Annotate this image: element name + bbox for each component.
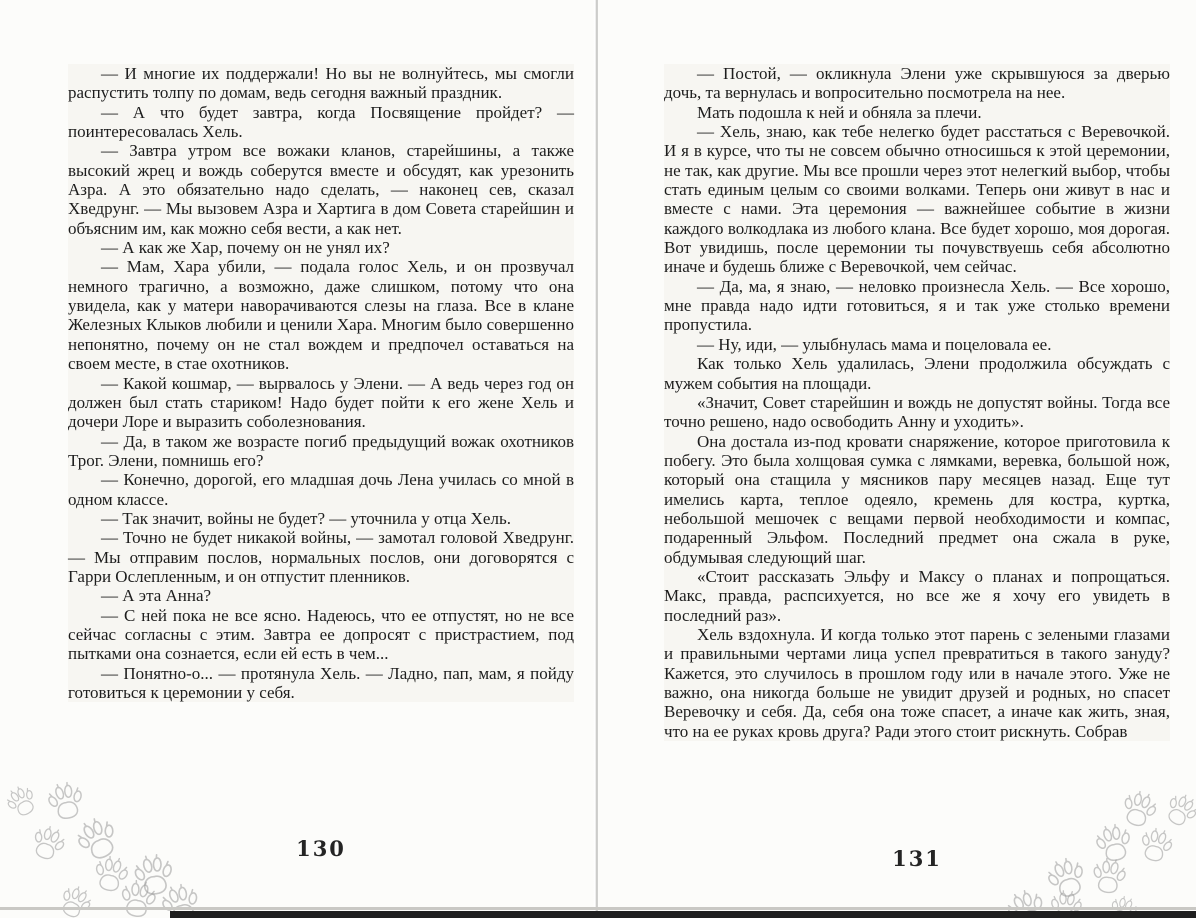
- paragraph: — Да, ма, я знаю, — неловко произнесла Хель. — Все хорошо, мне правда надо идти готовиться, я и так уже столько времени пропустила.: [664, 276, 1170, 335]
- paragraph: Как только Хель удалилась, Элени продолжила обсуждать с мужем события на площади.: [664, 354, 1170, 393]
- paragraph: Она достала из-под кровати снаряжение, которое приготовила к побегу. Это была холщовая сумка с лямками, веревка, большой нож, который она стащила у мясников пару месяцев назад. Еще тут имелись карта, теплое одеяло, кремень для костра, куртка, небольшой мешочек с вещами первой необходимости и компас, подаренный Эльфом. Последний предмет она сжала в руке, обдумывая следующий шаг.: [664, 431, 1170, 567]
- page-130-text: [68, 64, 574, 702]
- paragraph: — Конечно, дорогой, его младшая дочь Лена училась со мной в одном классе.: [68, 470, 574, 509]
- paragraph: — И многие их поддержали! Но вы не волнуйтесь, мы смогли распустить толпу по домам, ведь сегодня важный праздник.: [68, 64, 574, 103]
- paragraph: — Ну, иди, — улыбнулась мама и поцеловала ее.: [697, 334, 1052, 354]
- page-number-right: 131: [892, 846, 942, 871]
- paragraph: — Постой, — окликнула Элени уже скрывшуюся за дверью дочь, та вернулась и вопросительно посмотрела на нее.: [664, 64, 1170, 103]
- paragraph: Мать подошла к ней и обняла за плечи.: [697, 102, 982, 122]
- paragraph: — А что будет завтра, когда Посвящение пройдет? — поинтересовалась Хель.: [68, 102, 574, 142]
- paragraph: — Понятно-о... — протянула Хель. — Ладно, пап, мам, я пойду готовиться к церемонии у себя.: [68, 663, 574, 702]
- paragraph: «Стоит рассказать Эльфу и Максу о планах и попрощаться. Макс, правда, распсихуется, но все же я хочу его увидеть в последний раз».: [664, 566, 1170, 625]
- paragraph: — Хель, знаю, как тебе нелегко будет расстаться с Веревочкой. И я в курсе, что ты не совсем обычно относишься к этой церемонии, не так, как другие. Мы все прошли через этот нелегкий выбор, чтобы стать единым целым со своими волками. Теперь они живут в нас и вместе с нами. Эта церемония — важнейшее событие в жизни каждого волкодлака из любого клана. Все будет хорошо, моя дорогая. Вот увидишь, после церемонии ты почувствуешь себя абсолютно иначе и будешь ближе с Веревочкой, чем сейчас.: [664, 122, 1170, 277]
- page-number-left: 130: [296, 836, 346, 861]
- paragraph: Хель вздохнула. И когда только этот парень с зелеными глазами и правильными чертами лица успел превратиться в такого зануду? Кажется, это случилось в прошлом году или в начале этого. Уже не важно, она никогда больше не увидит друзей и родных, но спасет Веревочку и себя. Да, себя она тоже спасет, а иначе как жить, зная, что на ее руках кровь друга? Ради этого стоит рискнуть. Собрав: [664, 624, 1170, 741]
- paragraph: — Какой кошмар, — вырвалось у Элени. — А ведь через год он должен был стать стариком! Надо будет пойти к его жене Хель и дочери Лоре и выразить соболезнования.: [68, 373, 574, 432]
- paragraph: — Точно не будет никакой войны, — замотал головой Хведрунг. — Мы отправим послов, нормальных послов, они договорятся с Гарри Ослепленным, и он отпустит пленников.: [68, 528, 574, 586]
- paragraph: — А эта Анна?: [101, 586, 212, 606]
- page-131: [598, 0, 1196, 918]
- paragraph: «Значит, Совет старейшин и вождь не допустят войны. Тогда все точно решено, надо освободить Анну и уходить».: [664, 392, 1170, 432]
- paragraph: — Завтра утром все вожаки кланов, старейшины, а также высокий жрец и вождь соберутся вместе и обсудят, как урезонить Азра. А это обязательно надо сделать, — наконец сев, сказал Хведрунг. — Мы вызовем Азра и Хартига в дом Совета старейшин и объясним им, как можно себя вести, а как нет.: [68, 141, 574, 238]
- paragraph: — Так значит, войны не будет? — уточнила у отца Хель.: [101, 508, 511, 528]
- paw-print-icon: [1088, 856, 1131, 899]
- book-bottom-edge: [0, 907, 1196, 918]
- paw-print-icon: [42, 778, 89, 825]
- paragraph: — А как же Хар, почему он не унял их?: [101, 238, 390, 258]
- page-130: [0, 0, 595, 918]
- paragraph: — Мам, Хара убили, — подала голос Хель, и он прозвучал немного трагично, а возможно, даже слишком, потому что она увидела, как у матери наворачиваются слезы на глаза. Все в клане Железных Клыков любили и ценили Хара. Многим было совершенно непонятно, почему он не стал вождем и предпочел оставаться на своем месте, в стае охотников.: [68, 257, 574, 374]
- paragraph: — С ней пока не все ясно. Надеюсь, что ее отпустят, но не все сейчас согласны с этим. Завтра ее допросят с пристрастием, под пытками она сознается, если ей есть в чем...: [68, 605, 574, 664]
- book-bottom-dark-bar: [170, 911, 1196, 918]
- paragraph: — Да, в таком же возрасте погиб предыдущий вожак охотников Трог. Элени, помнишь его?: [68, 431, 574, 470]
- page-131-text: [664, 64, 1170, 741]
- book-bottom-light-line: [0, 907, 1196, 910]
